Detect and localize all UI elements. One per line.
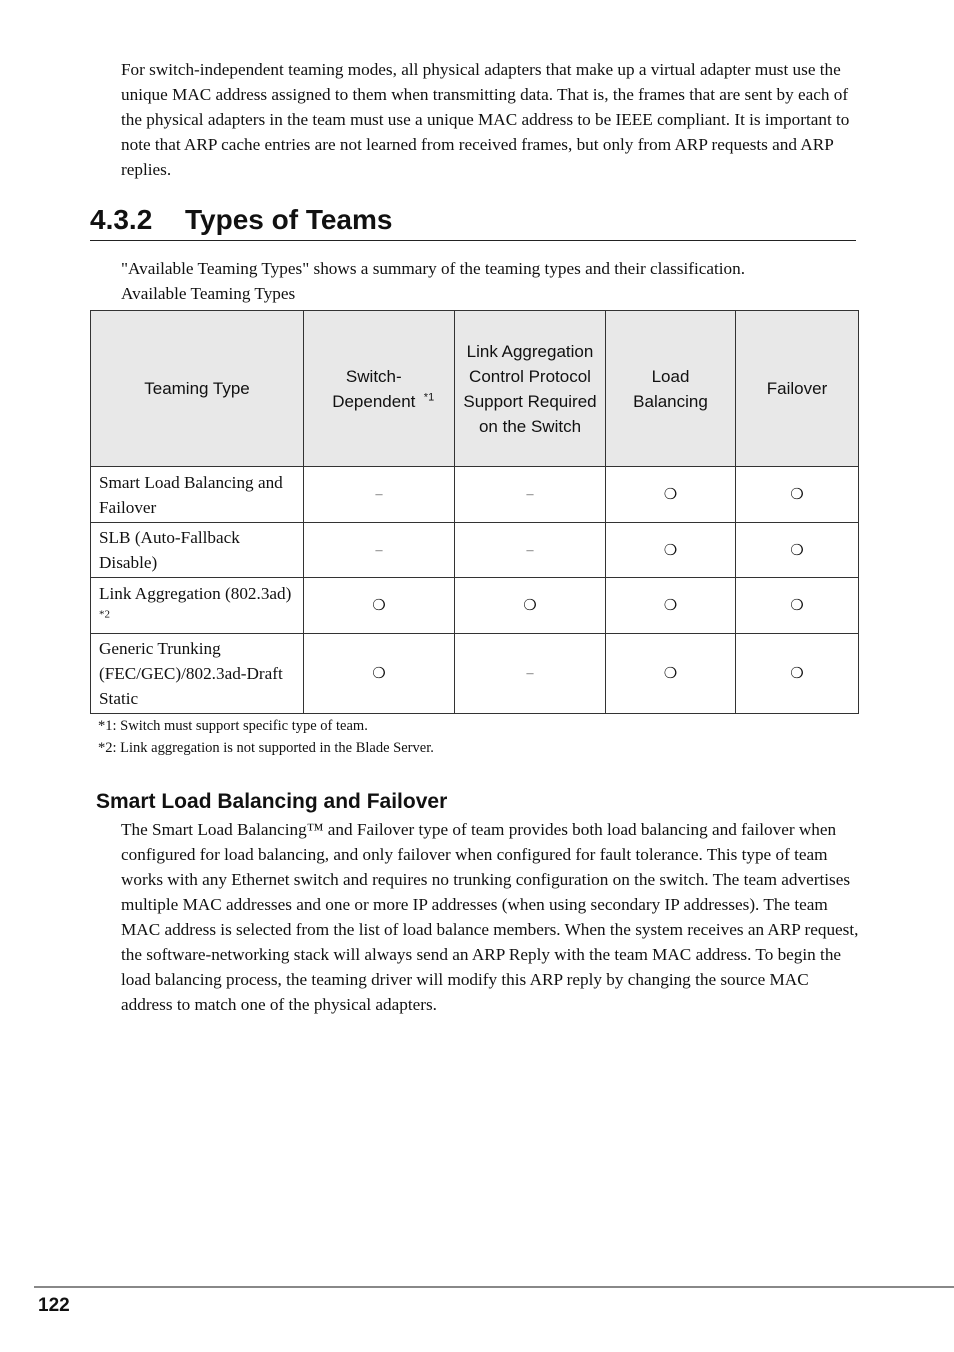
- row-name: Generic Trunking (FEC/GEC)/802.3ad-Draft Static: [91, 634, 304, 714]
- switch-dependent-cell: –: [304, 467, 455, 523]
- section-title: Types of Teams: [185, 204, 393, 235]
- table-row: [91, 523, 859, 578]
- header-lacp: Link Aggregation Control Protocol Support Required on the Switch: [455, 311, 606, 467]
- lacp-cell: –: [455, 634, 606, 714]
- section-number: 4.3.2: [90, 204, 153, 235]
- row-name: Smart Load Balancing and Failover: [91, 467, 304, 523]
- lead-text: "Available Teaming Types" shows a summary of the teaming types and their classification.: [121, 259, 746, 278]
- failover-cell: ❍: [736, 467, 859, 523]
- load-balancing-cell: ❍: [606, 578, 736, 634]
- row-name: Link Aggregation (802.3ad): [99, 583, 292, 603]
- load-balancing-cell: ❍: [606, 634, 736, 714]
- lacp-cell: ❍: [455, 578, 606, 634]
- header-switch-dependent: [304, 311, 455, 467]
- intro-paragraph: For switch-independent teaming modes, all physical adapters that make up a virtual adapter must use the unique MAC address assigned to them when transmitting data. That is, the frames that are sent by each of the physical adapters in the team must use a unique MAC address to be IEEE compliant. It is important to note that ARP cache entries are not learned from received frames, but only from ARP requests and ARP replies.: [121, 60, 850, 179]
- row-name: SLB (Auto-Fallback Disable): [91, 523, 304, 578]
- lacp-cell: –: [455, 467, 606, 523]
- header-load-balancing-label: Load Balancing: [633, 366, 708, 411]
- footnote-2: *2: Link aggregation is not supported in the Blade Server.: [98, 740, 434, 756]
- lead-text-block: [121, 256, 861, 306]
- switch-dependent-cell: ❍: [304, 578, 455, 634]
- failover-cell: ❍: [736, 523, 859, 578]
- page-number: 122: [38, 1295, 70, 1316]
- subsection-body: The Smart Load Balancing™ and Failover type of team provides both load balancing and failover when configured for load balancing, and only failover when configured for fault tolerance. This type of team works with any Ethernet switch and requires no trunking configuration on the switch. The team advertises multiple MAC addresses and one or more IP addresses (when using secondary IP addresses). The team MAC address is selected from the list of load balance members. When the system receives an ARP request, the software-networking stack will always send an ARP Reply with the team MAC address. To begin the load balancing process, the teaming driver will modify this ARP reply by changing the source MAC address to match one of the physical adapters.: [121, 820, 859, 1014]
- table-row: [91, 578, 859, 634]
- subsection-title: Smart Load Balancing and Failover: [96, 790, 448, 813]
- table-caption: Available Teaming Types: [121, 284, 296, 303]
- header-failover: Failover: [736, 311, 859, 467]
- header-teaming-type: Teaming Type: [91, 311, 304, 467]
- table-row: [91, 634, 859, 714]
- header-load-balancing: [606, 311, 736, 467]
- footer-rule: [34, 1286, 954, 1288]
- row-footnote-ref: *2: [99, 607, 110, 620]
- row-name-cell: [91, 578, 304, 634]
- header-switch-dependent-label: Switch-Dependent: [332, 366, 416, 411]
- load-balancing-cell: ❍: [606, 523, 736, 578]
- lacp-cell: –: [455, 523, 606, 578]
- load-balancing-cell: ❍: [606, 467, 736, 523]
- failover-cell: ❍: [736, 634, 859, 714]
- failover-cell: ❍: [736, 578, 859, 634]
- header-footnote-ref: *1: [423, 390, 435, 403]
- switch-dependent-cell: –: [304, 523, 455, 578]
- table-row: [91, 467, 859, 523]
- footnote-1: *1: Switch must support specific type of team.: [98, 718, 368, 734]
- section-heading: [90, 200, 856, 241]
- teaming-types-table: [90, 310, 859, 714]
- table-header-row: [91, 311, 859, 467]
- switch-dependent-cell: ❍: [304, 634, 455, 714]
